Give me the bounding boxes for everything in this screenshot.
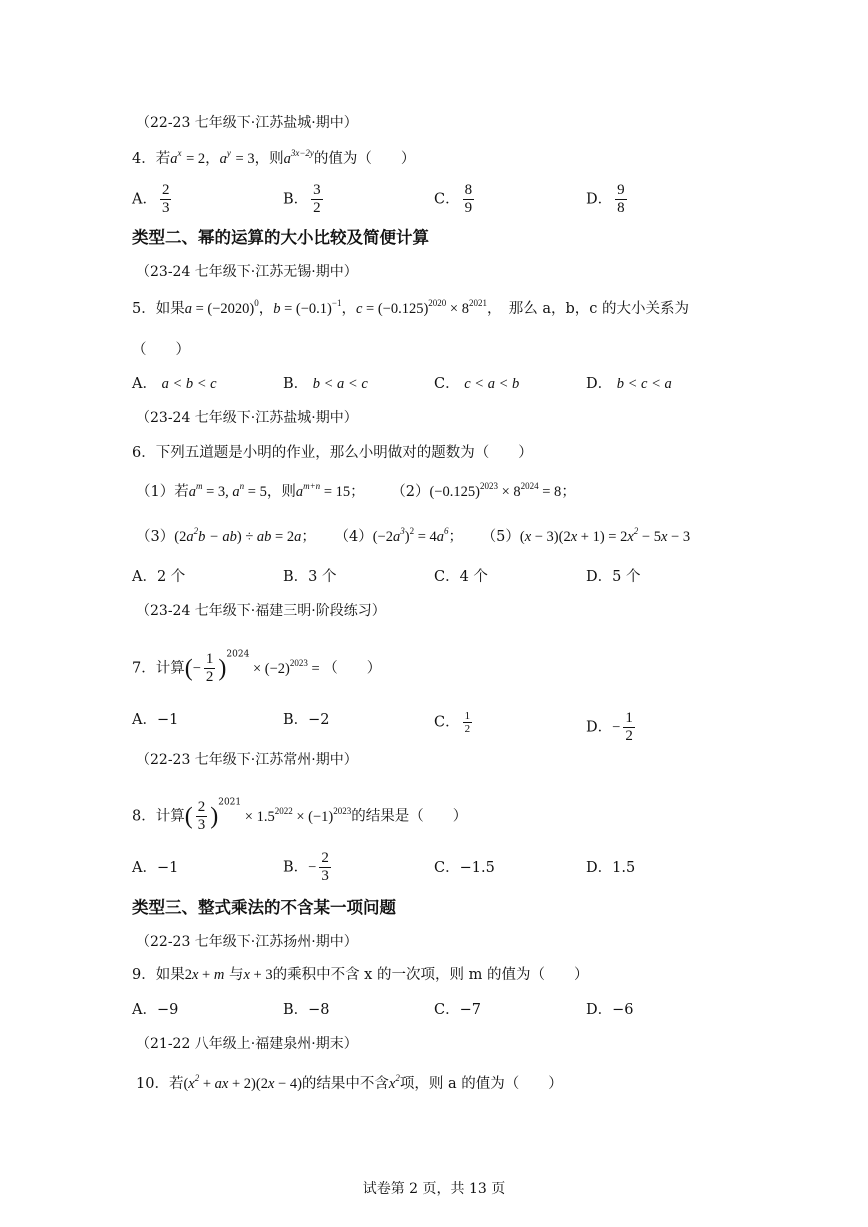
q6-source: （23-24 七年级下·江苏盐城·期中） bbox=[136, 410, 358, 426]
q6-option-a[interactable]: A．2 个 bbox=[132, 569, 186, 585]
q7-option-a[interactable]: A．−1 bbox=[132, 712, 179, 728]
q6-option-c[interactable]: C．4 个 bbox=[434, 569, 488, 585]
q9-option-d[interactable]: D．−6 bbox=[586, 1002, 634, 1018]
q7-option-b[interactable]: B．−2 bbox=[283, 712, 330, 728]
q6-option-d[interactable]: D．5 个 bbox=[586, 569, 641, 585]
q7-source: （23-24 七年级下·福建三明·阶段练习） bbox=[136, 603, 386, 619]
q4-option-d[interactable]: D． $\frac{9}{8}$ bbox=[586, 182, 625, 216]
page-footer: 试卷第 2 页，共 13 页 bbox=[362, 1181, 506, 1197]
q7-stem: 7．计算(− $\frac{1}{2}$ )$^{2024} \times (-2)^{2023}$ = （ ） bbox=[132, 649, 382, 685]
q4-option-a[interactable]: A． $\frac{2}{3}$ bbox=[132, 182, 170, 216]
q6-parts-3-5: $(3)(2a^2b - ab)$ ÷ ab = 2a； $(4)(-2a^3)^2 = 4a^6$； $(5)(x - 3)(2x + 1) = 2x^2 - 5x - 3$ bbox=[136, 526, 691, 545]
q8-option-c[interactable]: C．−1.5 bbox=[434, 860, 495, 876]
q4-option-b[interactable]: B． $\frac{3}{2}$ bbox=[283, 182, 321, 216]
q9-stem: 9．如果2x + m 与x + 3的乘积中不含 x 的一次项，则 m 的值为（ ） bbox=[132, 967, 589, 983]
q4-option-c[interactable]: C． $\frac{8}{9}$ bbox=[434, 182, 473, 216]
q9-option-a[interactable]: A．−9 bbox=[132, 1002, 179, 1018]
q5-paren: （ ） bbox=[132, 342, 190, 358]
q5-option-c[interactable]: C． c < a < b bbox=[434, 376, 520, 392]
section-3-heading: 类型三、整式乘法的不含某一项问题 bbox=[132, 898, 396, 917]
q4-source: （22-23 七年级下·江苏盐城·期中） bbox=[136, 115, 358, 131]
q6-parts-1-2: （1）若$a^m = 3$, $a^n = 5$，则$a^{m+n} = 15$； $(2)(-0.125)^{2023} \times 8^{2024} = 8$； bbox=[136, 481, 576, 500]
q6-stem: 6．下列五道题是小明的作业，那么小明做对的题数为（ ） bbox=[132, 445, 533, 461]
q9-option-b[interactable]: B．−8 bbox=[283, 1002, 330, 1018]
q8-option-b[interactable]: B．− $\frac{2}{3}$ bbox=[283, 850, 329, 884]
q7-option-c[interactable]: C． $\frac{1}{2}$ bbox=[434, 710, 471, 735]
q4-stem: 4．若$a^x = 2$，$a^y = 3$，则$a^{3x-2y}$的值为（ ） bbox=[132, 148, 416, 167]
q5-option-b[interactable]: B． b < a < c bbox=[283, 376, 368, 392]
q7-option-d[interactable]: D．− $\frac{1}{2}$ bbox=[586, 710, 633, 744]
q10-stem: 10．若($x^2$ + ax + 2)(2x − 4)的结果中不含$x^2$项，则 a 的值为（ ） bbox=[136, 1073, 563, 1092]
q9-source: （22-23 七年级下·江苏扬州·期中） bbox=[136, 934, 358, 950]
q5-stem: 5．如果$a = (-2020)^0$，$b = (-0.1)^{-1}$，$c = (-0.125)^{2020} \times 8^{2021}$， 那么 a，b，c 的大小关系为 bbox=[132, 298, 689, 317]
q8-option-a[interactable]: A．−1 bbox=[132, 860, 179, 876]
q6-option-b[interactable]: B．3 个 bbox=[283, 569, 337, 585]
q5-source: （23-24 七年级下·江苏无锡·期中） bbox=[136, 264, 358, 280]
q9-option-c[interactable]: C．−7 bbox=[434, 1002, 481, 1018]
q5-option-d[interactable]: D． b < c < a bbox=[586, 376, 672, 392]
q10-source: （21-22 八年级上·福建泉州·期末） bbox=[136, 1036, 358, 1052]
q8-stem: 8．计算( $\frac{2}{3}$ )$^{2021} \times 1.5^{2022} \times (-1)^{2023}$的结果是（ ） bbox=[132, 797, 468, 833]
section-2-heading: 类型二、幂的运算的大小比较及简便计算 bbox=[132, 228, 429, 247]
q5-option-a[interactable]: A． a < b < c bbox=[132, 376, 217, 392]
q8-source: （22-23 七年级下·江苏常州·期中） bbox=[136, 752, 358, 768]
q8-option-d[interactable]: D．1.5 bbox=[586, 860, 636, 876]
